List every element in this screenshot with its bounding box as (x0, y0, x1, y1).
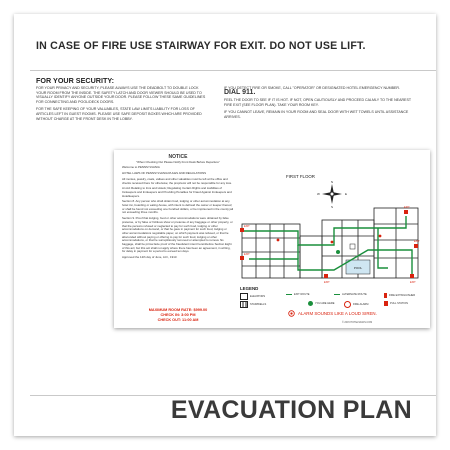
notice-paragraph: Approved the 12th day of June, A.D., 1913. (122, 255, 178, 260)
legend-label: YOU ARE HERE (315, 302, 335, 305)
legend-item (384, 301, 408, 306)
fire-extinguisher-icon (384, 293, 387, 298)
exit-route (244, 216, 412, 274)
legend-title: LEGEND (240, 286, 259, 291)
compass-n: N (330, 180, 334, 184)
siren-icon (288, 310, 295, 317)
compass-e: E (345, 192, 348, 196)
elevator-icon (240, 293, 248, 300)
legend-item (334, 293, 367, 296)
exit-sign (324, 274, 328, 278)
notice-paragraph: All monies, jewelry, coats, valises and other valuables must be left at the office and checks received there for otherwise; the proprietor will not be responsible for any loss. (122, 176, 232, 185)
header-divider (30, 70, 436, 71)
room-rates (122, 308, 234, 323)
copyright: © 2015 HOTELSIGNS.COM (342, 321, 373, 324)
compass-w: W (317, 192, 320, 196)
legend-label: PULL STATION (390, 302, 408, 305)
exit-label: EXIT (244, 225, 250, 228)
dial-911: DIAL 911. (224, 88, 256, 96)
legend-item (240, 293, 265, 300)
notice-paragraph: An Act Relating to Inns and Hotels; Regulating Certain Rights and Liabilities of Innkeepers and Innkeepers and Providing Penalties for Fraud Against Innkeepers and Hotelkeepers. (122, 186, 232, 198)
compass-rose (317, 180, 347, 209)
floor-label: FIRST FLOOR (286, 174, 315, 179)
security-paragraph: FEEL THE DOOR TO SEE IF IT IS HOT. IF NOT, OPEN CAUTIOUSLY AND PROCEED CALMLY TO THE NEAREST FIRE EXIT (SEE FLOOR PLAN). TAKE YOUR ROOM KEY. (224, 98, 411, 107)
evacuation-plan-title: EVACUATION PLAN (170, 396, 412, 424)
notice-welcome: Welcome to PENNSYLVANIA (122, 165, 160, 170)
evacuation-sign (14, 14, 436, 436)
exit-sign (410, 274, 414, 278)
header-band (14, 14, 436, 70)
fire-extinguisher-icon (331, 241, 334, 244)
exit-label: EXIT (404, 206, 410, 209)
fire-extinguisher-icon (277, 239, 280, 242)
check-out-time: CHECK OUT: 11:00 AM (157, 318, 199, 322)
security-paragraph: FOR YOUR PRIVACY AND SECURITY, PLEASE ALWAYS USE THE DEADBOLT TO DOUBLE LOCK YOUR ROOM FROM THE INSIDE. THE SAFETY LATCH AND DOOR VIEWER SHOULD BE USED TO VISUALLY IDENTIFY ANYONE OUTSIDE YOUR DOOR. PLEASE FOLLOW THESE SAME GUIDELINES FOR CONNECTING AND POOL/DECK DOORS. (36, 86, 206, 104)
pull-station-icon (384, 301, 388, 306)
notice-paragraph: Section 8. Any person who shall obtain food, lodging or other accommodation at any hotel inn, boarding or eating-house, with intent to defraud the owner or keeper thereof, or shall be found not exceeding one hundred dollars, or be imprisoned in the county jail not exceeding three months. (122, 199, 234, 215)
exit-label: EXIT (244, 253, 250, 256)
exit-sign (404, 210, 408, 214)
notice-title: NOTICE (168, 154, 188, 160)
exit-label: EXIT (414, 240, 420, 243)
you-are-here-icon (336, 250, 340, 254)
legend-label: ALTERNATE ROUTE (342, 293, 367, 296)
evacuation-plan-card (114, 150, 430, 328)
security-paragraph (224, 86, 414, 95)
legend-label: EXIT ROUTE (294, 293, 310, 296)
legend-item (344, 301, 368, 308)
security-title: FOR YOUR SECURITY: (36, 76, 115, 85)
security-right-column (224, 86, 414, 123)
security-paragraph: FOR THE SAFE KEEPING OF YOUR VALUABLES, STATE LAW LIMITS LIABILITY FOR LOSS OF ARTICLES LEFT IN GUEST ROOMS. PLEASE USE SAFE DEPOSIT BOXES WHICH ARE PROVIDED WITHOUT CHARGE AT THE FRONT DESK IN THE LOBBY. (36, 107, 202, 121)
legend-label: STAIRWELLS (250, 303, 267, 306)
elevator-icon (350, 244, 355, 249)
call-operator-text: IF YOU DETECT FIRE OR SMOKE, CALL "OPERATOR" OR DESIGNATED HOTEL EMERGENCY NUMBER. (224, 86, 401, 90)
legend-item (286, 293, 310, 296)
alarm-notice (288, 310, 377, 317)
exit-sign (414, 244, 418, 248)
alternate-route-icon (334, 294, 340, 295)
you-are-here-icon (308, 301, 313, 306)
fire-headline: IN CASE OF FIRE USE STAIRWAY FOR EXIT. DO NOT USE LIFT. (36, 40, 366, 52)
floor-plan (238, 180, 426, 284)
exit-label: EXIT (410, 281, 416, 284)
legend-label: FIRE EXTINGUISHER (389, 294, 416, 297)
stairwell-icon (240, 301, 248, 308)
fire-alarm-icon (344, 301, 351, 308)
notice-law-title: HOTEL LAWS OF PENNSYLVANIA RULES AND REGULATIONS (122, 171, 207, 176)
fire-extinguisher-icon (379, 235, 382, 238)
pool-label: POOL (353, 266, 363, 270)
legend-label: ELEVATORS (250, 295, 266, 298)
exit-label: EXIT (324, 281, 330, 284)
compass-s: S (330, 205, 334, 209)
alarm-text: ALARM SOUNDS LIKE A LOUD SIREN. (298, 311, 377, 316)
check-in-time: CHECK IN: 3:00 PM (160, 313, 196, 317)
building-walls (242, 208, 418, 278)
hotel-notice (122, 156, 234, 262)
max-room-rate: MAXIMUM ROOM RATE: $999.00 (148, 308, 208, 312)
legend-item (240, 301, 266, 308)
notice-paragraph: Section 9. Proof that lodging, food or other accommodations were obtained by false pretense, or by false or fictitious show or pretense of any baggage or other property, or that the persons refused or neglected to pay for such food, lodging or other accommodations on demand, or that he gave in payment for such food, lodging or other accommodations negotiable paper, on which payment was refused, or that he absconded without paying or offering to pay for such food, lodging or other accommodations, or that he surreptitiously removed or attempted to remove his baggage, shall be prima facie proof of the fraudulent intent hereinbefore Section Eight of this act; but this act shall not apply where there has been an agreement, in writing, for delay in payment for a period to exceed ten days. (122, 216, 233, 254)
legend-item (384, 293, 415, 298)
notice-subtitle: "When Checking Out Please Notify Front Desk Before Departure" (136, 159, 220, 164)
legend-label: FIRE ALARM (353, 303, 369, 306)
exit-sign (240, 256, 244, 260)
exit-sign (240, 228, 244, 232)
exit-route-icon (286, 294, 292, 296)
legend-item (308, 301, 334, 306)
security-paragraph: IF YOU CANNOT LEAVE, REMAIN IN YOUR ROOM AND SEAL DOOR WITH WET TOWELS UNTIL ASSISTANCE ARRIVES. (224, 110, 409, 119)
security-left-column (36, 86, 208, 124)
